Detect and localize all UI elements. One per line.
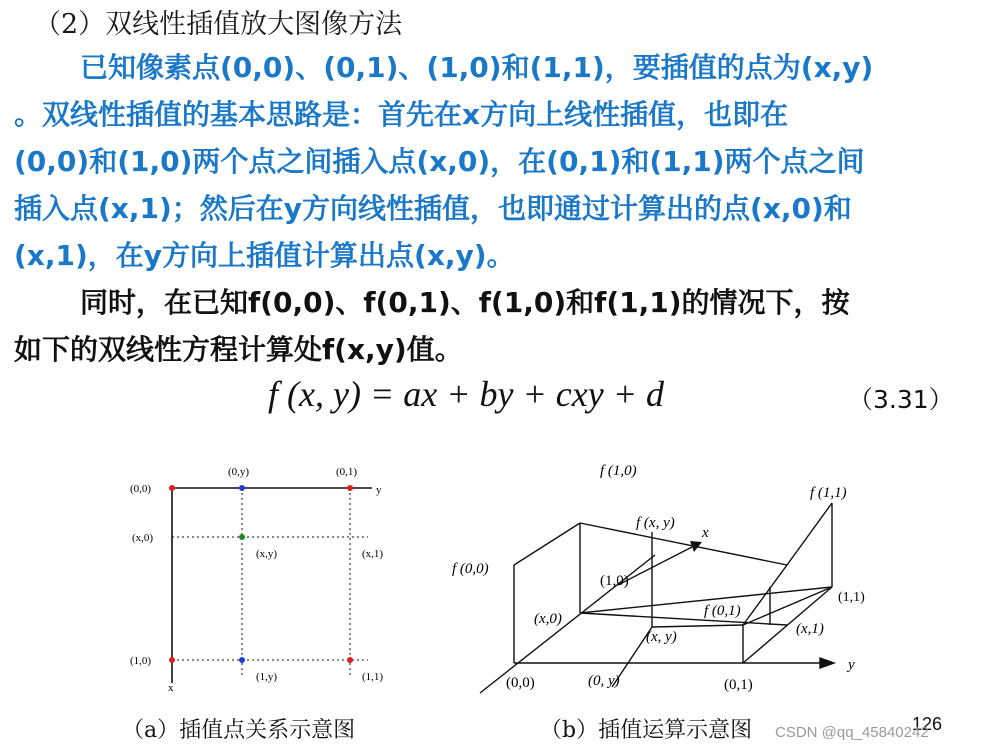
label-b-y-axis: y xyxy=(848,657,855,673)
page-number: 126 xyxy=(912,714,943,734)
label-f00: f (0,0) xyxy=(452,561,489,577)
slide-heading: （2）双线性插值放大图像方法 xyxy=(34,9,403,40)
point-01-dot xyxy=(347,485,353,491)
point-x0-dot xyxy=(239,534,245,540)
label-10: (1,0) xyxy=(130,655,152,667)
paragraph1-line3: (0,0)和(1,0)两个点之间插入点(x,0)，在(0,1)和(1,1)两个点之间 xyxy=(14,145,865,178)
label-b-00: (0,0) xyxy=(506,675,535,691)
point-10-dot xyxy=(169,657,175,663)
figure-b-caption: （b）插值运算示意图 xyxy=(540,718,753,743)
figure-a-caption: （a）插值点关系示意图 xyxy=(122,718,356,743)
label-f01: f (0,1) xyxy=(704,603,741,619)
label-y-axis: y xyxy=(376,484,382,496)
bilinear-formula: f (x, y) = ax + by + cxy + d xyxy=(268,374,664,414)
label-b-x0: (x,0) xyxy=(534,611,562,627)
label-b-x-axis: x xyxy=(702,525,709,541)
point-11-dot xyxy=(347,657,353,663)
label-00: (0,0) xyxy=(130,483,152,495)
csdn-watermark: CSDN @qq_45840242 xyxy=(775,724,929,741)
paragraph1-line4: 插入点(x,1)；然后在y方向线性插值，也即通过计算出的点(x,0)和 xyxy=(14,192,852,225)
label-fxy: f (x, y) xyxy=(636,515,675,531)
point-0y-dot xyxy=(239,485,245,491)
paragraph1-line5: (x,1)，在y方向上插值计算出点(x,y)。 xyxy=(14,239,515,272)
figure-a-diagram xyxy=(110,455,420,695)
label-0y: (0,y) xyxy=(228,466,250,478)
label-xy: (x,y) xyxy=(256,548,278,560)
label-f10: f (1,0) xyxy=(600,463,637,479)
label-x0: (x,0) xyxy=(132,532,154,544)
label-b-x1: (x,1) xyxy=(796,621,824,637)
label-01: (0,1) xyxy=(336,466,358,478)
point-1y-dot xyxy=(239,657,245,663)
label-b-10: (1,0) xyxy=(600,573,629,589)
label-1y: (1,y) xyxy=(256,671,278,683)
label-b-xy: (x, y) xyxy=(646,629,677,645)
label-x-axis: x xyxy=(168,682,174,694)
equation-number: （3.31） xyxy=(848,385,954,414)
paragraph2-line1: 同时，在已知f(0,0)、f(0,1)、f(1,0)和f(1,1)的情况下，按 xyxy=(80,286,850,319)
label-b-11: (1,1) xyxy=(838,590,865,605)
paragraph2-line2: 如下的双线性方程计算处f(x,y)值。 xyxy=(14,333,463,366)
label-b-01: (0,1) xyxy=(724,677,753,693)
paragraph1-line2: 。双线性插值的基本思路是：首先在x方向上线性插值，也即在 xyxy=(14,98,789,131)
paragraph1-line1: 已知像素点(0,0)、(0,1)、(1,0)和(1,1)，要插值的点为(x,y) xyxy=(80,51,874,84)
label-b-0y: (0, y) xyxy=(588,673,620,689)
label-11: (1,1) xyxy=(362,671,384,683)
label-f11: f (1,1) xyxy=(810,485,847,501)
point-00-dot xyxy=(169,485,175,491)
label-x1: (x,1) xyxy=(362,548,384,560)
figure-b-diagram xyxy=(440,455,880,705)
